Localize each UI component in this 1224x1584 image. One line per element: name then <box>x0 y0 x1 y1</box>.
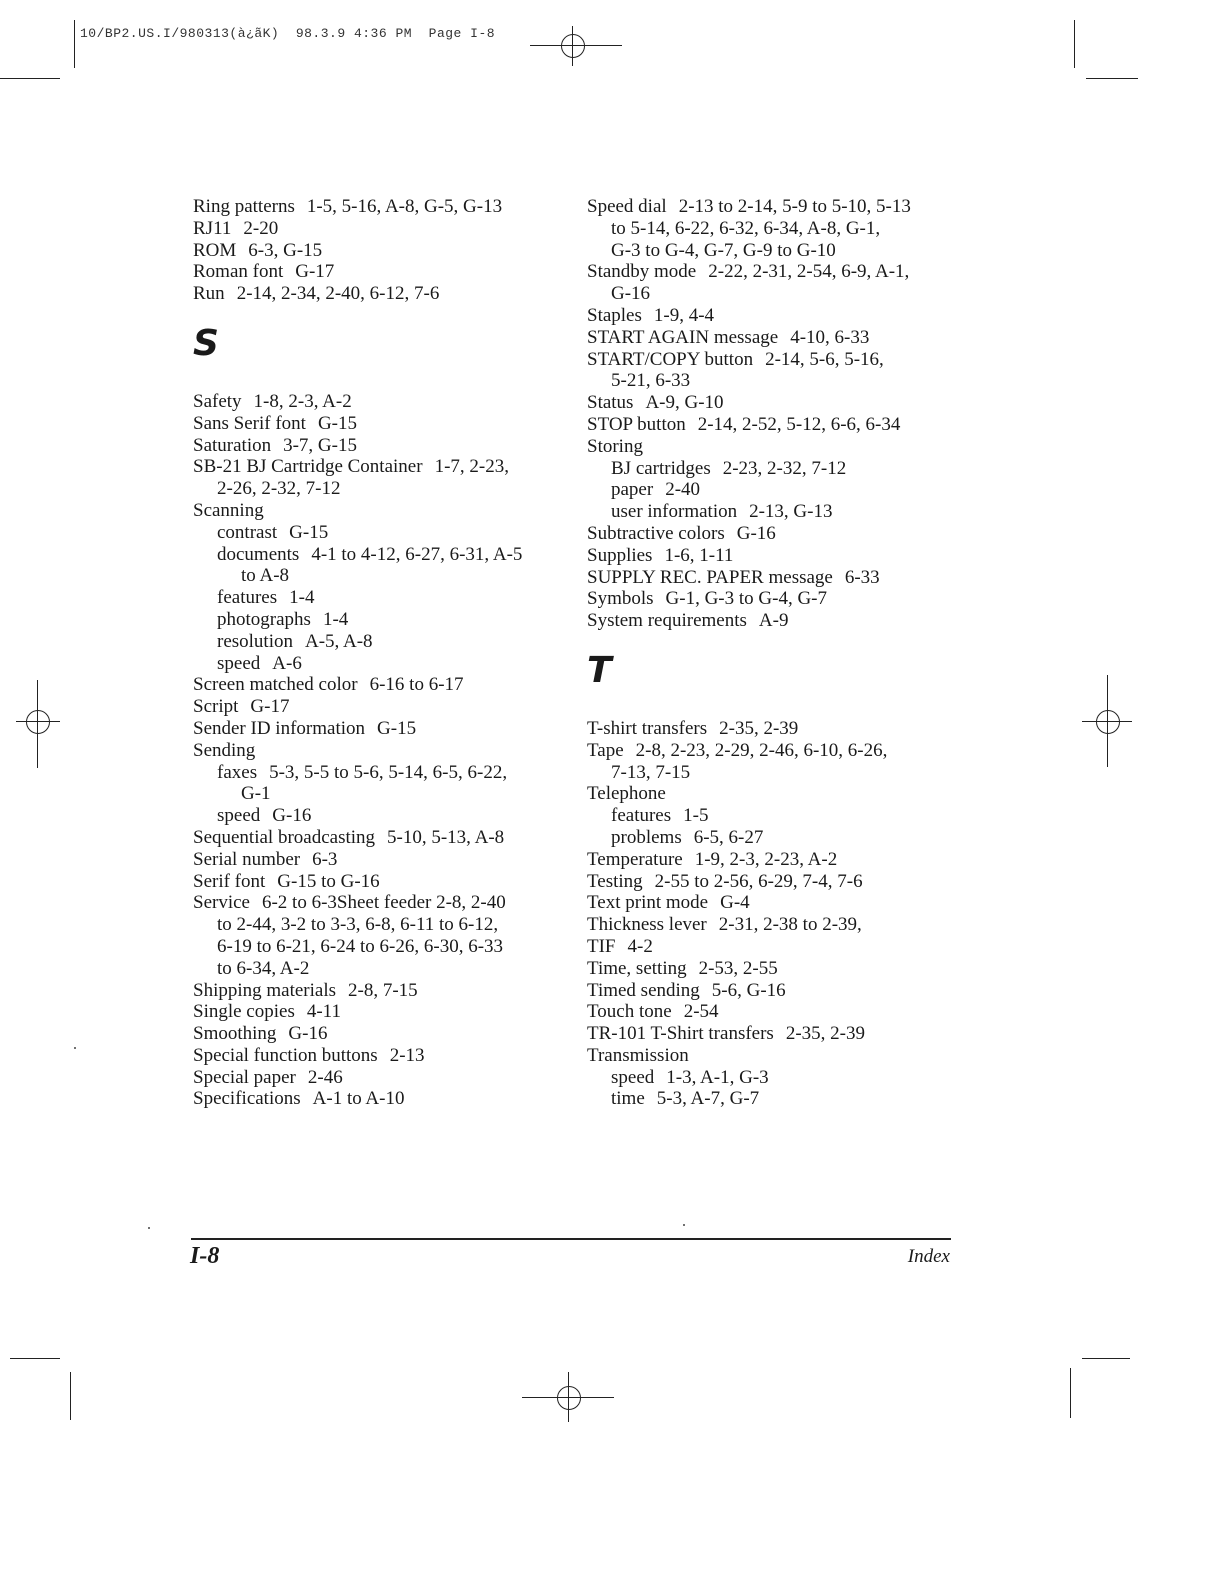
index-subentry <box>587 501 967 523</box>
index-entry <box>587 1001 967 1023</box>
index-page-refs: A-9 <box>758 610 789 632</box>
index-page-refs: 1-4 <box>322 608 349 630</box>
index-page-refs: G-16 <box>288 1023 328 1045</box>
index-subentry <box>193 631 573 653</box>
index-entry <box>193 718 573 740</box>
index-subentry <box>193 653 573 675</box>
index-entry <box>193 456 573 500</box>
index-page-refs: 4-2 <box>627 935 653 957</box>
index-page-refs: 5-3, 5-5 to 5-6, 5-14, 6-5, 6-22, <box>269 761 508 783</box>
index-page-refs: 5-3, A-7, G-7 <box>656 1088 760 1110</box>
index-term: Symbols <box>587 588 654 610</box>
index-term: Saturation <box>193 434 272 456</box>
index-page-refs: 1-8, 2-3, A-2 <box>253 390 352 412</box>
index-term: Sender ID information <box>193 717 366 739</box>
index-page-refs: 6-5, 6-27 <box>693 826 764 848</box>
index-page-refs: 2-8, 2-23, 2-29, 2-46, 6-10, 6-26, <box>635 739 888 761</box>
index-term: Safety <box>193 390 242 412</box>
index-page-refs-continued: G-3 to G-4, G-7, G-9 to G-10 <box>611 239 836 261</box>
index-term: Testing <box>587 870 643 892</box>
index-subentry <box>587 479 967 501</box>
index-entry <box>193 674 573 696</box>
index-page-refs-continued: 7-13, 7-15 <box>611 761 691 783</box>
index-term: speed <box>611 1066 655 1088</box>
crop-mark-top-right-horizontal <box>1086 78 1138 79</box>
index-page-refs: 6-3 <box>312 848 338 870</box>
index-entry <box>587 718 967 740</box>
index-letter-heading: S <box>193 322 219 364</box>
index-term: START/COPY button <box>587 348 754 370</box>
index-entry <box>193 1067 573 1089</box>
index-entry <box>587 936 967 958</box>
index-column-left <box>193 196 573 1110</box>
index-page-refs: 2-13 <box>389 1044 425 1066</box>
index-term: features <box>217 587 278 609</box>
index-page-refs: A-9, G-10 <box>645 392 724 414</box>
index-page-refs: G-16 <box>736 522 776 544</box>
index-term: documents <box>217 543 300 565</box>
index-page-refs-continued: to 5-14, 6-22, 6-32, 6-34, A-8, G-1, <box>611 217 881 239</box>
index-subentry <box>193 522 573 544</box>
index-page-refs-continued: G-16 <box>611 283 651 305</box>
index-page-refs: 1-9, 4-4 <box>653 304 715 326</box>
index-page-refs-continued: 2-26, 2-32, 7-12 <box>217 478 341 500</box>
index-entry <box>587 1045 967 1067</box>
index-page-refs: G-1, G-3 to G-4, G-7 <box>665 588 828 610</box>
index-entry <box>193 500 573 522</box>
index-term: System requirements <box>587 610 747 632</box>
crop-mark-top-left-vertical <box>74 20 75 68</box>
page-number: I-8 <box>190 1243 220 1269</box>
index-page-refs: G-15 <box>377 717 417 739</box>
index-term: Supplies <box>587 544 653 566</box>
index-entry <box>193 196 573 218</box>
index-page-refs: 2-14, 5-6, 5-16, <box>765 348 884 370</box>
index-page-refs: 4-10, 6-33 <box>790 326 870 348</box>
index-entry <box>587 523 967 545</box>
index-entry <box>587 545 967 567</box>
index-page-refs: 2-20 <box>243 217 279 239</box>
index-term: Telephone <box>587 783 666 805</box>
index-term: Standby mode <box>587 261 697 283</box>
index-term: problems <box>611 826 682 848</box>
index-page-refs: 1-6, 1-11 <box>664 544 734 566</box>
index-page-refs: 2-53, 2-55 <box>698 957 778 979</box>
index-entry <box>193 391 573 413</box>
index-term: Text print mode <box>587 892 709 914</box>
index-page-refs: A-1 to A-10 <box>312 1088 405 1110</box>
index-entry <box>193 871 573 893</box>
index-term: Service <box>193 892 250 914</box>
index-entry <box>587 392 967 414</box>
index-term: Run <box>193 283 225 305</box>
index-page-refs: 5-6, G-16 <box>711 979 786 1001</box>
index-entry <box>193 218 573 240</box>
index-term: SUPPLY REC. PAPER message <box>587 566 833 588</box>
index-term: Scanning <box>193 499 264 521</box>
index-term: Script <box>193 696 239 718</box>
index-term: Transmission <box>587 1044 689 1066</box>
index-term: Sending <box>193 739 256 761</box>
index-entry <box>193 413 573 435</box>
index-term: photographs <box>217 608 311 630</box>
index-entry <box>587 261 967 305</box>
index-page-refs: 1-5 <box>683 805 709 827</box>
index-entry <box>587 1023 967 1045</box>
index-term: STOP button <box>587 413 686 435</box>
index-entry <box>193 1088 573 1110</box>
index-term: Roman font <box>193 261 284 283</box>
index-term: TR-101 T-Shirt transfers <box>587 1023 774 1045</box>
index-page-refs: 2-35, 2-39 <box>719 717 799 739</box>
speck <box>74 1047 76 1049</box>
index-page-refs: 1-9, 2-3, 2-23, A-2 <box>694 848 838 870</box>
crop-mark-bottom-right-horizontal <box>1082 1358 1130 1359</box>
index-page-refs: 1-5, 5-16, A-8, G-5, G-13 <box>306 196 503 217</box>
index-entry <box>587 436 967 458</box>
index-page-refs: 2-23, 2-32, 7-12 <box>722 457 847 479</box>
index-entry <box>193 283 573 305</box>
index-entry <box>587 414 967 436</box>
index-page-refs-continued: to 2-44, 3-2 to 3-3, 6-8, 6-11 to 6-12, <box>217 914 499 936</box>
index-page-refs: G-16 <box>272 805 312 827</box>
index-page-refs: 2-40 <box>665 479 701 501</box>
index-subentry <box>587 805 967 827</box>
index-entry <box>587 914 967 936</box>
index-term: TIF <box>587 935 616 957</box>
index-term: Smoothing <box>193 1023 277 1045</box>
index-term: user information <box>611 501 738 523</box>
index-term: Touch tone <box>587 1001 672 1023</box>
index-term: Status <box>587 392 634 414</box>
index-term: time <box>611 1088 645 1110</box>
index-entry <box>193 435 573 457</box>
index-page-refs: 3-7, G-15 <box>283 434 357 456</box>
speck <box>683 1224 685 1226</box>
index-term: Sequential broadcasting <box>193 826 376 848</box>
crop-mark-bottom-left-vertical <box>70 1372 71 1420</box>
index-entry <box>587 740 967 784</box>
index-entry <box>193 696 573 718</box>
index-entry <box>193 740 573 762</box>
index-entry <box>193 261 573 283</box>
index-page-refs: 2-35, 2-39 <box>785 1023 865 1045</box>
index-page-refs: 2-14, 2-34, 2-40, 6-12, 7-6 <box>236 283 440 305</box>
index-entry <box>587 980 967 1002</box>
index-page-refs-continued: 5-21, 6-33 <box>611 370 691 392</box>
index-term: contrast <box>217 521 278 543</box>
index-page-refs: 5-10, 5-13, A-8 <box>387 826 505 848</box>
index-term: Special paper <box>193 1066 296 1088</box>
index-page-refs: 2-46 <box>307 1066 343 1088</box>
index-page-refs: 2-13, G-13 <box>749 501 833 523</box>
index-page-refs: 6-3, G-15 <box>248 239 323 261</box>
index-term: faxes <box>217 761 258 783</box>
index-page-refs: A-6 <box>272 652 302 674</box>
index-entry <box>587 327 967 349</box>
index-page-refs: G-15 <box>289 521 329 543</box>
index-term: Sans Serif font <box>193 412 306 434</box>
index-page-refs: G-17 <box>295 261 335 283</box>
index-entry <box>587 610 967 632</box>
index-term: Temperature <box>587 848 683 870</box>
index-term: speed <box>217 805 261 827</box>
index-term: speed <box>217 652 261 674</box>
index-term: Screen matched color <box>193 674 358 696</box>
index-entry <box>587 849 967 871</box>
index-entry <box>587 588 967 610</box>
index-page-refs: G-4 <box>720 892 750 914</box>
index-subentry <box>587 1088 967 1110</box>
index-page-refs-continued: G-1 <box>241 783 271 805</box>
index-entry <box>193 1023 573 1045</box>
index-entry <box>587 196 967 261</box>
index-term: START AGAIN message <box>587 326 779 348</box>
index-entry <box>587 958 967 980</box>
index-page-refs: 2-13 to 2-14, 5-9 to 5-10, 5-13 <box>678 196 911 217</box>
index-entry <box>193 1001 573 1023</box>
index-term: Ring patterns <box>193 196 295 217</box>
index-page-refs: 2-8, 7-15 <box>348 979 418 1001</box>
index-page-refs: 1-7, 2-23, <box>434 456 509 478</box>
index-page-refs: 4-1 to 4-12, 6-27, 6-31, A-5 <box>311 543 523 565</box>
index-entry <box>193 980 573 1002</box>
index-column-right <box>587 196 967 1110</box>
printer-slug: 10/BP2.US.I/980313(à¿ãK) 98.3.9 4:36 PM Page I-8 <box>80 26 496 41</box>
index-page-refs: A-5, A-8 <box>305 630 373 652</box>
index-page-refs: 2-31, 2-38 to 2-39, <box>718 914 862 936</box>
index-page-refs-continued: to 6-34, A-2 <box>217 957 310 979</box>
index-entry <box>193 827 573 849</box>
index-term: Thickness lever <box>587 914 707 936</box>
index-term: T-shirt transfers <box>587 717 708 739</box>
index-entry <box>587 349 967 393</box>
index-page-refs: G-17 <box>250 696 290 718</box>
index-term: Special function buttons <box>193 1044 378 1066</box>
index-term: Subtractive colors <box>587 522 725 544</box>
index-subentry <box>587 458 967 480</box>
crop-mark-bottom-left-horizontal <box>10 1358 60 1359</box>
index-subentry <box>193 587 573 609</box>
index-subentry <box>193 609 573 631</box>
index-letter-heading: T <box>587 649 612 691</box>
index-entry <box>587 892 967 914</box>
crop-mark-bottom-right-vertical <box>1070 1368 1071 1418</box>
index-term: Storing <box>587 435 643 457</box>
index-page-refs: 4-11 <box>306 1001 341 1023</box>
index-term: Single copies <box>193 1001 295 1023</box>
index-page-refs-continued: to A-8 <box>241 565 290 587</box>
index-term: features <box>611 805 672 827</box>
index-entry <box>193 892 573 979</box>
index-page-refs: G-15 <box>317 412 357 434</box>
crop-mark-top-left-horizontal <box>0 78 60 79</box>
index-term: Time, setting <box>587 957 687 979</box>
index-term: RJ11 <box>193 217 232 239</box>
index-term: Specifications <box>193 1088 301 1110</box>
crop-mark-top-right-vertical <box>1074 20 1075 68</box>
index-term: Serif font <box>193 870 266 892</box>
index-page-refs: 2-55 to 2-56, 6-29, 7-4, 7-6 <box>654 870 863 892</box>
index-term: ROM <box>193 239 237 261</box>
index-page-refs-continued: 6-19 to 6-21, 6-24 to 6-26, 6-30, 6-33 <box>217 935 504 957</box>
index-term: BJ cartridges <box>611 457 711 479</box>
index-term: SB-21 BJ Cartridge Container <box>193 456 423 478</box>
index-page-refs: 1-3, A-1, G-3 <box>666 1066 769 1088</box>
index-term: Staples <box>587 304 642 326</box>
index-subentry <box>587 827 967 849</box>
footer-rule <box>191 1238 951 1240</box>
index-subentry <box>193 762 573 806</box>
index-page-refs: 1-4 <box>289 587 315 609</box>
index-entry <box>193 1045 573 1067</box>
index-page-refs: 6-2 to 6-3Sheet feeder 2-8, 2-40 <box>261 892 506 914</box>
index-entry <box>587 783 967 805</box>
index-term: Speed dial <box>587 196 667 217</box>
index-page-refs: G-15 to G-16 <box>277 870 380 892</box>
index-subentry <box>587 1067 967 1089</box>
index-term: resolution <box>217 630 293 652</box>
index-term: Timed sending <box>587 979 700 1001</box>
speck <box>148 1227 150 1229</box>
index-page-refs: 2-54 <box>683 1001 719 1023</box>
index-entry <box>193 849 573 871</box>
index-page-refs: 6-16 to 6-17 <box>369 674 464 696</box>
index-subentry <box>193 805 573 827</box>
index-page-refs: 6-33 <box>844 566 880 588</box>
index-term: Shipping materials <box>193 979 337 1001</box>
index-entry <box>587 567 967 589</box>
index-entry <box>193 240 573 262</box>
index-term: Serial number <box>193 848 301 870</box>
index-subentry <box>193 544 573 588</box>
index-term: Tape <box>587 739 624 761</box>
index-page-refs: 2-14, 2-52, 5-12, 6-6, 6-34 <box>697 413 901 435</box>
index-entry <box>587 305 967 327</box>
index-entry <box>587 871 967 893</box>
section-title: Index <box>907 1246 950 1267</box>
index-term: paper <box>611 479 654 501</box>
index-page-refs: 2-22, 2-31, 2-54, 6-9, A-1, <box>708 261 910 283</box>
